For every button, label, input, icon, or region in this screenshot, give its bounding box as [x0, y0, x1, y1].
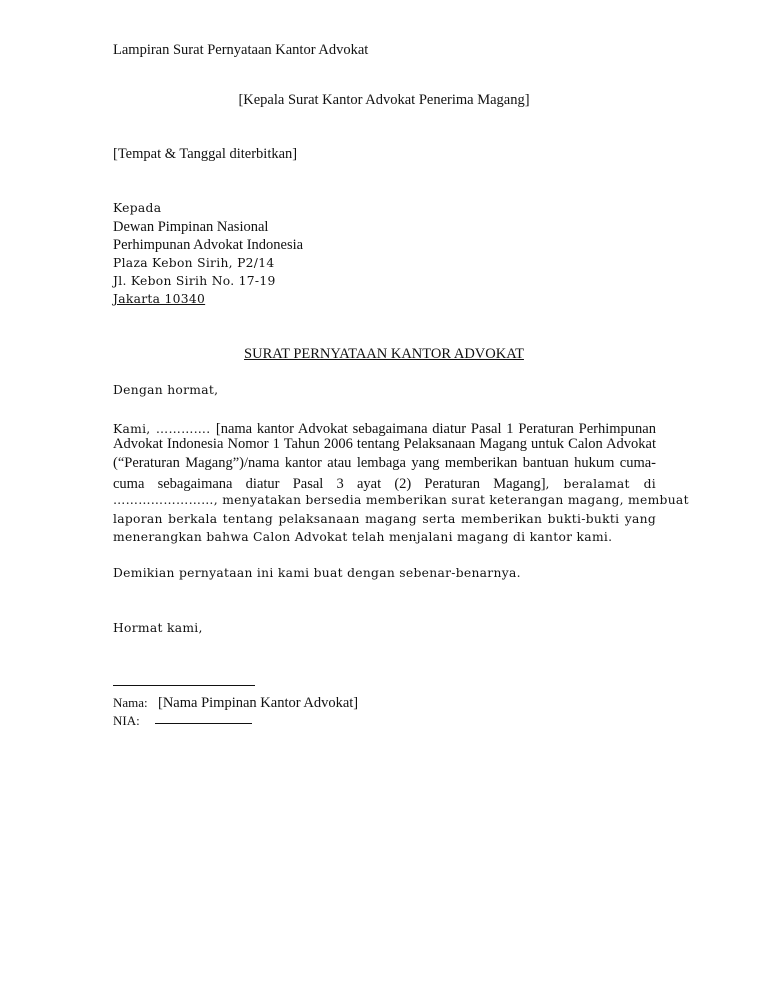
signature-line	[113, 685, 255, 686]
recipient-line-2: Perhimpunan Advokat Indonesia	[113, 237, 304, 253]
body-line-6: laporan berkala tentang pelaksanaan magang serta memberikan bukti-bukti yang	[113, 512, 656, 526]
letter-subject: SURAT PERNYATAAN KANTOR ADVOKAT	[244, 346, 524, 362]
appendix-title: Lampiran Surat Pernyataan Kantor Advokat	[113, 42, 369, 58]
closing-statement: Demikian pernyataan ini kami buat dengan sebenar-benarnya.	[113, 566, 521, 580]
recipient-address-3: Jakarta 10340	[113, 292, 206, 306]
body-line-5: ……………………, menyatakan bersedia memberikan surat keterangan magang, membuat	[113, 493, 689, 507]
body-line-1-prefix: Kami, ………….	[113, 422, 216, 436]
body-line-7: menerangkan bahwa Calon Advokat telah menjalani magang di kantor kami.	[113, 530, 613, 544]
body-line-4-bracket: cuma sebagaimana diatur Pasal 3 ayat (2) Peraturan Magang]	[113, 476, 546, 492]
nia-blank-line	[155, 723, 252, 724]
body-line-2: Advokat Indonesia Nomor 1 Tahun 2006 tentang Pelaksanaan Magang untuk Calon Advokat	[113, 436, 656, 452]
place-date-placeholder: [Tempat & Tanggal diterbitkan]	[113, 146, 298, 162]
name-label: Nama:	[113, 695, 148, 710]
recipient-address-1: Plaza Kebon Sirih, P2/14	[113, 256, 275, 270]
body-line-4-suffix: , beralamat di	[545, 477, 656, 491]
nia-label: NIA:	[113, 713, 140, 728]
recipient-address-2: Jl. Kebon Sirih No. 17-19	[113, 274, 276, 288]
signature-name-row	[113, 692, 358, 712]
regards: Hormat kami,	[113, 621, 203, 635]
letterhead-placeholder: [Kepala Surat Kantor Advokat Penerima Magang]	[238, 92, 530, 108]
greeting: Dengan hormat,	[113, 383, 219, 397]
body-line-1-bracket: [nama kantor Advokat sebagaimana diatur Pasal 1 Peraturan Perhimpunan	[215, 421, 656, 437]
body-line-1	[113, 418, 656, 438]
name-value: [Nama Pimpinan Kantor Advokat]	[158, 695, 359, 711]
recipient-line-1: Dewan Pimpinan Nasional	[113, 219, 269, 235]
signature-nia-row	[113, 710, 158, 729]
body-line-3: (“Peraturan Magang”)/nama kantor atau lembaga yang memberikan bantuan hukum cuma-	[113, 455, 656, 471]
body-line-4	[113, 473, 656, 493]
recipient-to-label: Kepada	[113, 201, 162, 215]
